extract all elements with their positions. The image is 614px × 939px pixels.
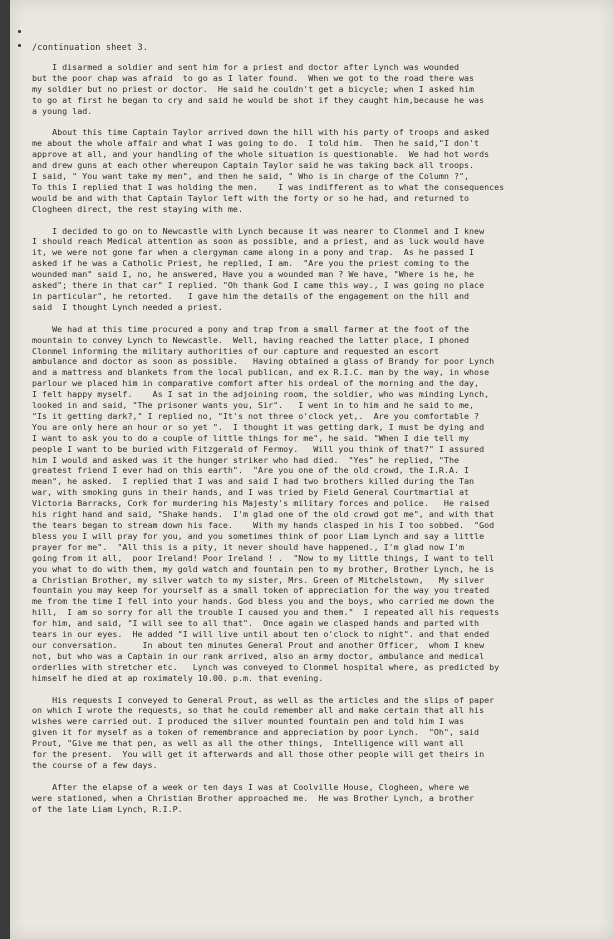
document-page xyxy=(10,0,614,939)
paragraph-5: His requests I conveyed to General Prout, as well as the articles and the slips of paper on which I wrote the requests, so that he could remember all and make certain that all his wishes were carried out. I produced the silver mounted fountain pen and told him I was given it for myself as a token of remembrance and appreciation by poor Lynch. "Oh", said Prout, "Give me that pen, as well as all the other things, Intelligence will want all for the present. You will get it afterwards and all those other people will get theirs in the course of a few days. xyxy=(32,694,495,770)
paragraph-6: After the elapse of a week or ten days I was at Coolville House, Clogheen, where we were stationed, when a Christian Brother approached me. He was Brother Lynch, a brother of the late Liam Lynch, R.I.P. xyxy=(32,781,475,814)
document-body xyxy=(32,62,592,825)
paragraph-1: I disarmed a soldier and sent him for a priest and doctor after Lynch was wounded but the poor chap was afraid to go as I later found. When we got to the road there was my soldier but no priest or doctor. He said he couldn't get a bicycle; when I asked him to go at first he began to cry and said he would be shot if they caught him,because he was a young lad. xyxy=(32,62,485,116)
paragraph-4: We had at this time procured a pony and trap from a small farmer at the foot of the mountain to convey Lynch to Newcastle. Well, having reached the latter place, I phoned Clonmel informing the military authorities of our capture and requested an escort ambulance and doctor as soon as possible. Having obtained a glass of Brandy for poor Lynch and a mattress and blankets from the local publican, and ex R.I.C. man by the way, in whose parlour we placed him in comparative comfort after his ordeal of the morning and the day, I felt happy myself. As I sat in the adjoining room, the soldier, who was minding Lynch, looked in and said, "The prisoner wants you, Sir". I went in to him and he said to me, "Is it getting dark?," I replied no, "It's not three o'clock yet,. Are you comfortable ? You are only here an hour or so yet ". I thought it was getting dark, I must be dying and I want to ask you to do a couple of little things for me", he said. "When I die tell my people I want to be buried with Fitzgerald of Fermoy. Will you think of that?" I assured him I would and asked was it the hunger striker who had died. "Yes" he replied, "The greatest friend I ever had on this earth". "Are you one of the old crowd, the I.R.A. I mean", he asked. I replied that I was and said I had two brothers killed during the Tan war, with smoking guns in their hands, and I was tried by Field General Courtmartial at Victoria Barracks, Cork for murdering his Majesty's military forces and police. He raised his right hand and said, "Shake hands. I'm glad one of the old crowd got me", and with that the tears began to stream down his face. With my hands clasped in his I too sobbed. "God bless you I will pray for you, and you sometimes think of poor Liam Lynch and say a little prayer for me". "All this is a pity, it never should have happened., I'm glad now I'm going from it all, poor Ireland! Poor Ireland ! . "Now to my little things, I want to tell you what to do with them, my gold watch and fountain pen to my brother, Brother Lynch, he is a Christian Brother, my silver watch to my sister, Mrs. Green of Mitchelstown, My silver fountain you may keep for yourself as a small token of appreciation for the way you treated me from the time I fell into your hands. God bless you and the boys, who carried me down the hill, I am so sorry for all the trouble I caused you and them." I repeated all his requests for him, and said, "I will see to all that". Once again we clasped hands and parted with tears in our eyes. He added "I will live until about ten o'clock to night". and that ended our conversation. In about ten minutes General Prout and another Officer, whom I knew not, but who was a Captain in our rank arrived, also an army doctor, ambulance and medical orderlies with stretcher etc. Lynch was conveyed to Clonmel hospital where, as predicted by himself he died at ap roximately 10.00. p.m. that evening. xyxy=(32,323,500,683)
margin-dot-icon xyxy=(18,30,21,33)
paragraph-3: I decided to go on to Newcastle with Lynch because it was nearer to Clonmel and I knew I should reach Medical attention as soon as possible, and a priest, and as luck would have it, we were not gone far when a clergyman came along in a pony and trap. As he passed I asked if he was a Catholic Priest, he replied, I am. "Are you the priest coming to the wounded man" said I, no, he answered, Have you a wounded man ? We have, "Where is he, he asked"; there in that car" I replied. "Oh thank God I came this way., I was going no place in particular", he retorted. I gave him the details of the engagement on the hill and said I thought Lynch needed a priest. xyxy=(32,225,485,312)
margin-dot-icon xyxy=(18,44,21,47)
continuation-sheet-label: /continuation sheet 3. xyxy=(32,43,149,53)
paragraph-2: About this time Captain Taylor arrived down the hill with his party of troops and asked me about the whole affair and what I was going to do. I told him. Then he said,"I don't approve at all, and your handling of the whole situation is questionable. We had hot words and drew guns at each other whereupon Captain Taylor said he was taking back all troops. I said, " You want take my men", and then he said, " Who is in charge of the Column ?", To this I replied that I was holding the men. I was indifferent as to what the consequences would be and with that Captain Taylor left with the forty or so he had, and returned to Clogheen direct, the rest staying with me. xyxy=(32,127,505,214)
